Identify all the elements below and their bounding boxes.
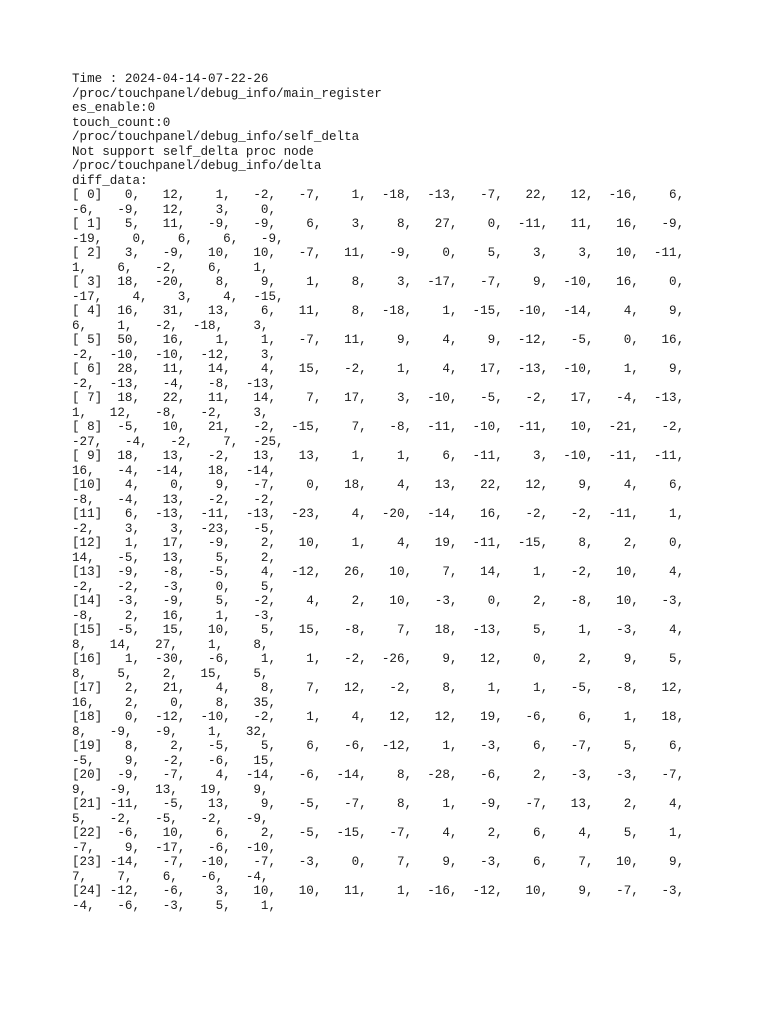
diff-data-table	[72, 188, 696, 913]
diff-row-line: [14] -3, -9, 5, -2, 4, 2, 10, -3, 0, 2, -8, 10, -3,	[72, 594, 685, 608]
diff-row-continuation: 5, -2, -5, -2, -9,	[72, 811, 269, 826]
diff-row-line: [ 2] 3, -9, 10, 10, -7, 11, -9, 0, 5, 3, 3, 10, -11,	[72, 246, 685, 260]
diff-row	[72, 507, 696, 536]
diff-row-line: [20] -9, -7, 4, -14, -6, -14, 8, -28, -6, 2, -3, -3, -7,	[72, 768, 685, 782]
diff-row	[72, 304, 696, 333]
diff-row	[72, 246, 696, 275]
diff-data-label: diff_data:	[72, 173, 148, 188]
diff-row	[72, 362, 696, 391]
diff-row-line: [ 0] 0, 12, 1, -2, -7, 1, -18, -13, -7, 22, 12, -16, 6,	[72, 188, 685, 202]
diff-row-line: [13] -9, -8, -5, 4, -12, 26, 10, 7, 14, 1, -2, 10, 4,	[72, 565, 685, 579]
diff-row-line: [ 9] 18, 13, -2, 13, 13, 1, 1, 6, -11, 3, -10, -11, -11,	[72, 449, 685, 463]
diff-row	[72, 739, 696, 768]
touch-count-line: touch_count:0	[72, 115, 171, 130]
diff-row-continuation: -8, 2, 16, 1, -3,	[72, 608, 277, 623]
diff-row-continuation: -2, -10, -10, -12, 3,	[72, 347, 277, 362]
diff-row-continuation: 7, 7, 6, -6, -4,	[72, 869, 269, 884]
diff-row-continuation: 8, 14, 27, 1, 8,	[72, 637, 269, 652]
diff-row	[72, 826, 696, 855]
diff-row-line: [ 1] 5, 11, -9, -9, 6, 3, 8, 27, 0, -11, 11, 16, -9,	[72, 217, 685, 231]
diff-row	[72, 594, 696, 623]
diff-row-line: [12] 1, 17, -9, 2, 10, 1, 4, 19, -11, -15, 8, 2, 0,	[72, 536, 685, 550]
diff-row-line: [ 6] 28, 11, 14, 4, 15, -2, 1, 4, 17, -13, -10, 1, 9,	[72, 362, 685, 376]
diff-row	[72, 768, 696, 797]
diff-row-continuation: -4, -6, -3, 5, 1,	[72, 898, 277, 913]
diff-row	[72, 652, 696, 681]
diff-row-line: [ 8] -5, 10, 21, -2, -15, 7, -8, -11, -10, -11, 10, -21, -2,	[72, 420, 685, 434]
main-register-path: /proc/touchpanel/debug_info/main_register	[72, 86, 382, 101]
diff-row-continuation: -19, 0, 6, 6, -9,	[72, 231, 284, 246]
diff-row-continuation: 1, 12, -8, -2, 3,	[72, 405, 269, 420]
diff-row-continuation: 6, 1, -2, -18, 3,	[72, 318, 269, 333]
diff-row	[72, 478, 696, 507]
diff-row-line: [15] -5, 15, 10, 5, 15, -8, 7, 18, -13, 5, 1, -3, 4,	[72, 623, 685, 637]
diff-row-line: [ 4] 16, 31, 13, 6, 11, 8, -18, 1, -15, -10, -14, 4, 9,	[72, 304, 685, 318]
diff-row-line: [23] -14, -7, -10, -7, -3, 0, 7, 9, -3, 6, 7, 10, 9,	[72, 855, 685, 869]
delta-path: /proc/touchpanel/debug_info/delta	[72, 159, 322, 173]
diff-row	[72, 217, 696, 246]
diff-row-continuation: -8, -4, 13, -2, -2,	[72, 492, 277, 507]
self-delta-message: Not support self_delta proc node	[72, 144, 314, 159]
diff-row-line: [10] 4, 0, 9, -7, 0, 18, 4, 13, 22, 12, 9, 4, 6,	[72, 478, 685, 492]
diff-row-continuation: -6, -9, 12, 3, 0,	[72, 202, 277, 217]
log-document	[72, 72, 696, 913]
diff-row-line: [11] 6, -13, -11, -13, -23, 4, -20, -14, 16, -2, -2, -11, 1,	[72, 507, 685, 521]
log-header	[72, 72, 696, 188]
diff-row	[72, 333, 696, 362]
diff-row-continuation: 1, 6, -2, 6, 1,	[72, 260, 269, 275]
diff-row-line: [18] 0, -12, -10, -2, 1, 4, 12, 12, 19, -6, 6, 1, 18,	[72, 710, 685, 724]
diff-row	[72, 884, 696, 913]
diff-row-continuation: -2, -2, -3, 0, 5,	[72, 579, 277, 594]
diff-row-line: [ 5] 50, 16, 1, 1, -7, 11, 9, 4, 9, -12, -5, 0, 16,	[72, 333, 685, 347]
diff-row	[72, 420, 696, 449]
diff-row-continuation: 16, 2, 0, 8, 35,	[72, 695, 277, 710]
diff-row-continuation: -7, 9, -17, -6, -10,	[72, 840, 277, 855]
diff-row-continuation: 14, -5, 13, 5, 2,	[72, 550, 277, 565]
diff-row-continuation: 8, -9, -9, 1, 32,	[72, 724, 269, 739]
diff-row	[72, 855, 696, 884]
diff-row-line: [19] 8, 2, -5, 5, 6, -6, -12, 1, -3, 6, -7, 5, 6,	[72, 739, 685, 753]
diff-row	[72, 391, 696, 420]
diff-row-continuation: 16, -4, -14, 18, -14,	[72, 463, 277, 478]
diff-row-continuation: -2, -13, -4, -8, -13,	[72, 376, 277, 391]
diff-row	[72, 565, 696, 594]
diff-row-line: [21] -11, -5, 13, 9, -5, -7, 8, 1, -9, -7, 13, 2, 4,	[72, 797, 685, 811]
diff-row	[72, 681, 696, 710]
self-delta-path: /proc/touchpanel/debug_info/self_delta	[72, 130, 360, 144]
diff-row-continuation: 9, -9, 13, 19, 9,	[72, 782, 269, 797]
timestamp-line: Time : 2024-04-14-07-22-26	[72, 72, 269, 86]
diff-row-continuation: -5, 9, -2, -6, 15,	[72, 753, 277, 768]
diff-row	[72, 710, 696, 739]
diff-row-continuation: -17, 4, 3, 4, -15,	[72, 289, 284, 304]
diff-row-line: [ 7] 18, 22, 11, 14, 7, 17, 3, -10, -5, -2, 17, -4, -13,	[72, 391, 685, 405]
diff-row-continuation: -27, -4, -2, 7, -25,	[72, 434, 284, 449]
diff-row-line: [24] -12, -6, 3, 10, 10, 11, 1, -16, -12, 10, 9, -7, -3,	[72, 884, 685, 898]
diff-row	[72, 275, 696, 304]
diff-row-continuation: -2, 3, 3, -23, -5,	[72, 521, 277, 536]
diff-row	[72, 536, 696, 565]
diff-row	[72, 449, 696, 478]
diff-row	[72, 188, 696, 217]
diff-row	[72, 623, 696, 652]
diff-row-line: [ 3] 18, -20, 8, 9, 1, 8, 3, -17, -7, 9, -10, 16, 0,	[72, 275, 685, 289]
diff-row	[72, 797, 696, 826]
es-enable-line: es_enable:0	[72, 101, 156, 115]
diff-row-line: [16] 1, -30, -6, 1, 1, -2, -26, 9, 12, 0, 2, 9, 5,	[72, 652, 685, 666]
diff-row-line: [17] 2, 21, 4, 8, 7, 12, -2, 8, 1, 1, -5, -8, 12,	[72, 681, 685, 695]
diff-row-line: [22] -6, 10, 6, 2, -5, -15, -7, 4, 2, 6, 4, 5, 1,	[72, 826, 685, 840]
diff-row-continuation: 8, 5, 2, 15, 5,	[72, 666, 269, 681]
